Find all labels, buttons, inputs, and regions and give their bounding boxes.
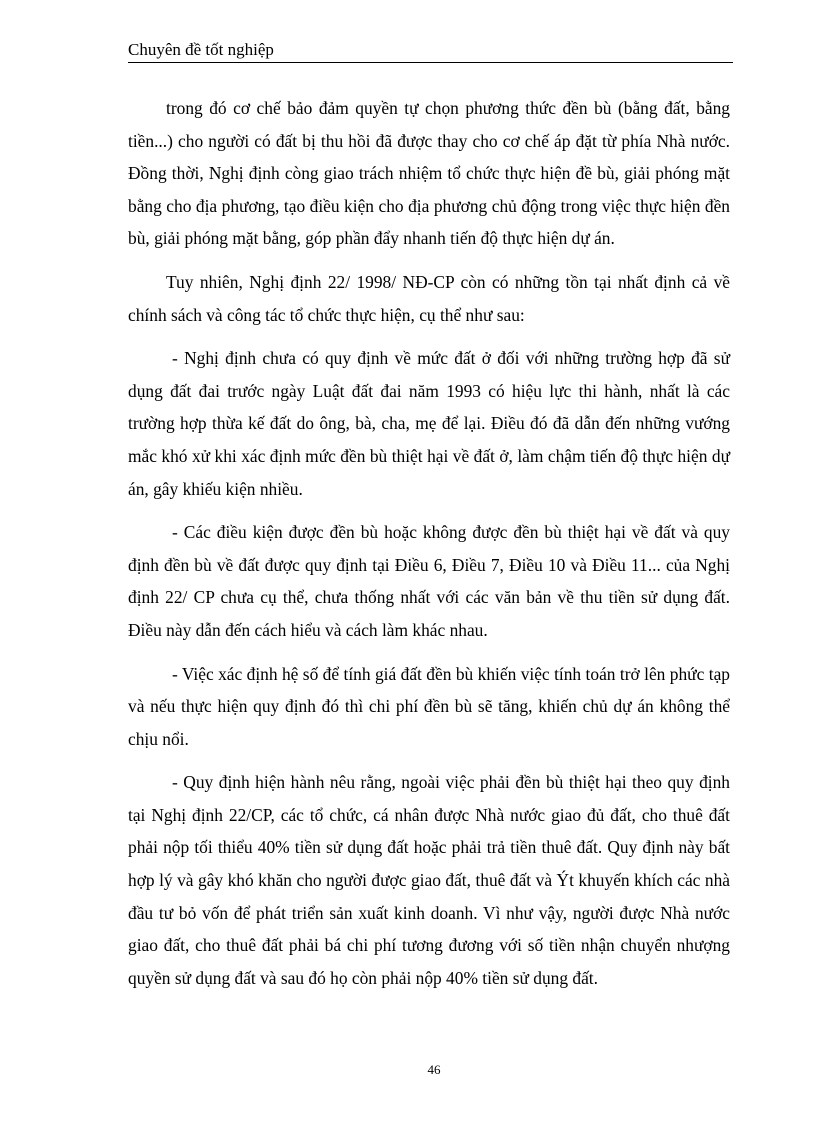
document-title: Chuyên đề tốt nghiệp xyxy=(128,40,274,59)
paragraph-bullet-land-level: - Nghị định chưa có quy định về mức đất ở đối với những trường hợp đã sử dụng đất đai trước ngày Luật đất đai năm 1993 có hiệu lực thi hành, nhất là các trường hợp thừa kế đất do ông, bà, cha, mẹ để lại. Điều đó đã dẫn đến những vướng mắc khó xử khi xác định mức đền bù thiệt hại về đất ở, làm chậm tiến độ thực hiện dự án, gây khiếu kiện nhiều. xyxy=(128,348,730,499)
body-text xyxy=(128,92,730,1005)
paragraph-bullet-compensation-conditions: - Các điều kiện được đền bù hoặc không được đền bù thiệt hại về đất và quy định đền bù về đất được quy định tại Điều 6, Điều 7, Điều 10 và Điều 11... của Nghị định 22/ CP chưa cụ thể, chưa thống nhất với các văn bản về thu tiền sử dụng đất. Điều này dẫn đến cách hiểu và cách làm khác nhau. xyxy=(128,522,730,640)
paragraph-continuation: trong đó cơ chế bảo đảm quyền tự chọn phương thức đền bù (bằng đất, bằng tiền...) cho người có đất bị thu hồi đã được thay cho cơ chế áp đặt từ phía Nhà nước. Đồng thời, Nghị định còng giao trách nhiệm tổ chức thực hiện đề bù, giải phóng mặt bằng cho địa phương, tạo điều kiện cho địa phương chủ động trong việc thực hiện đền bù, giải phóng mặt bằng, góp phần đẩy nhanh tiến độ thực hiện dự án. xyxy=(128,98,730,249)
paragraph-bullet-coefficient: - Việc xác định hệ số để tính giá đất đền bù khiến việc tính toán trở lên phức tạp và nếu thực hiện quy định đó thì chi phí đền bù sẽ tăng, khiến chủ dự án không thể chịu nổi. xyxy=(128,663,730,749)
page-number: 46 xyxy=(427,1062,441,1077)
paragraph-limitations-intro: Tuy nhiên, Nghị định 22/ 1998/ NĐ-CP còn có những tồn tại nhất định cả về chính sách và công tác tổ chức thực hiện, cụ thể như sau: xyxy=(128,271,730,325)
paragraph-bullet-land-use-fee: - Quy định hiện hành nêu rằng, ngoài việc phải đền bù thiệt hại theo quy định tại Nghị định 22/CP, các tổ chức, cá nhân được Nhà nước giao đủ đất, cho thuê đất phải nộp tối thiểu 40% tiền sử dụng đất hoặc phải trả tiền thuê đất. Quy định này bất hợp lý và gây khó khăn cho người được giao đất, thuê đất và Ýt khuyến khích các nhà đầu tư bỏ vốn để phát triển sản xuất kinh doanh. Vì như vậy, người được Nhà nước giao đất, cho thuê đất phải bá chi phí tương đương với số tiền nhận chuyển nhượng quyền sử dụng đất và sau đó họ còn phải nộp 40% tiền sử dụng đất. xyxy=(128,772,730,988)
page-header xyxy=(128,38,733,63)
